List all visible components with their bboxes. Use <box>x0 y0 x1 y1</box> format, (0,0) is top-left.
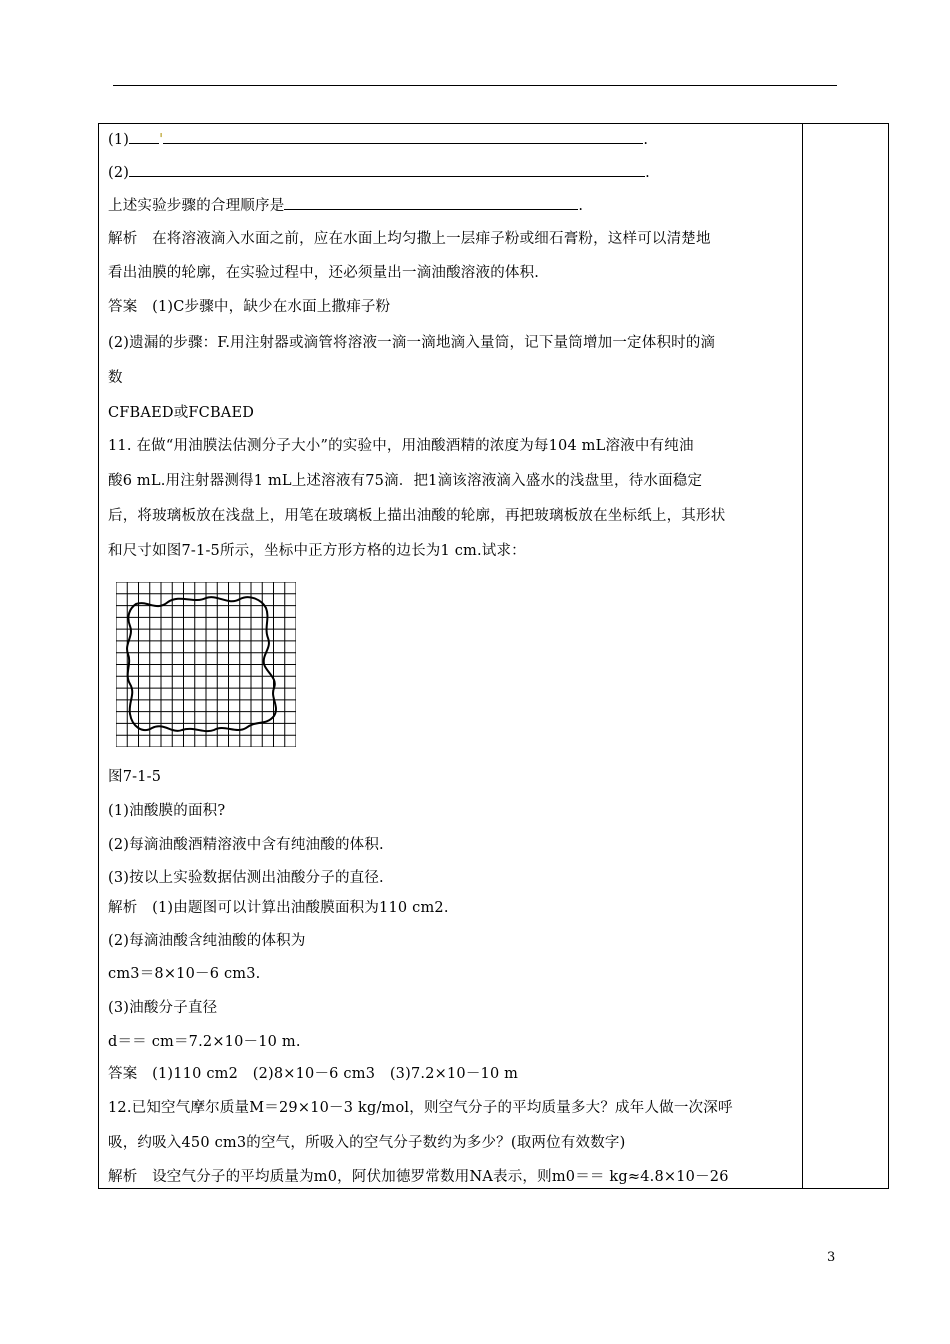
text-line: 11. 在做“用油膜法估测分子大小”的实验中，用油酸酒精的浓度为每104 mL溶液中有纯油 <box>108 438 694 454</box>
text-line: 解析 设空气分子的平均质量为m0，阿伏加德罗常数用NA表示，则m0＝＝ kg≈4.8×10－26 <box>108 1169 729 1185</box>
text-line: (2)每滴油酸酒精溶液中含有纯油酸的体积. <box>108 837 384 853</box>
page-number: 3 <box>827 1250 836 1265</box>
mark-glyph: ' <box>159 132 164 148</box>
text-line: 看出油膜的轮廓，在实验过程中，还必须量出一滴油酸溶液的体积. <box>108 265 540 281</box>
text-line: (1)油酸膜的面积? <box>108 803 226 819</box>
text-line: 数 <box>108 370 123 386</box>
blank-3 <box>284 196 578 210</box>
text-line: 吸，约吸入450 cm3的空气，所吸入的空气分子数约为多少？(取两位有效数字) <box>108 1135 626 1151</box>
text-line: (2)遗漏的步骤：F.用注射器或滴管将溶液一滴一滴地滴入量筒，记下量筒增加一定体积时的滴 <box>108 335 716 351</box>
text-line: CFBAED或FCBAED <box>108 405 255 421</box>
text-line: 解析 (1)由题图可以计算出油酸膜面积为110 cm2. <box>108 900 449 916</box>
blank-1b <box>163 130 643 144</box>
text-line: d＝＝ cm＝7.2×10－10 m. <box>108 1034 301 1050</box>
text-line: 解析 在将溶液滴入水面之前，应在水面上均匀撒上一层痱子粉或细石膏粉，这样可以清楚地 <box>108 231 711 247</box>
text-line: 酸6 mL.用注射器测得1 mL上述溶液有75滴．把1滴该溶液滴入盛水的浅盘里，待水面稳定 <box>108 473 703 489</box>
text-line: (2)每滴油酸含纯油酸的体积为 <box>108 933 306 949</box>
text-line: 后，将玻璃板放在浅盘上，用笔在玻璃板上描出油酸的轮廓，再把玻璃板放在坐标纸上，其形状 <box>108 508 726 524</box>
blank-1a <box>129 130 159 144</box>
answer-line-2: (2) . <box>108 165 650 181</box>
header-rule <box>113 85 837 86</box>
text-line: 和尺寸如图7-1-5所示，坐标中正方形方格的边长为1 cm.试求： <box>108 543 526 559</box>
oil-film-grid-figure <box>116 582 296 747</box>
blank-2 <box>129 163 645 177</box>
text-line: 答案 (1)110 cm2 (2)8×10－6 cm3 (3)7.2×10－10 m <box>108 1066 519 1082</box>
answer-line-1: (1) ' . <box>108 132 649 148</box>
order-line: 上述实验步骤的合理顺序是 . <box>108 198 584 214</box>
grid-lines <box>116 582 296 747</box>
text-line: 答案 (1)C步骤中，缺少在水面上撒痱子粉 <box>108 299 391 315</box>
table-column-divider <box>802 123 803 1189</box>
text-line: 12.已知空气摩尔质量M＝29×10－3 kg/mol，则空气分子的平均质量多大？成年人做一次深呼 <box>108 1100 733 1116</box>
text-line: (3)按以上实验数据估测出油酸分子的直径. <box>108 870 384 886</box>
figure-caption: 图7-1-5 <box>108 769 162 785</box>
text-line: cm3＝8×10－6 cm3. <box>108 966 261 982</box>
text-line: (3)油酸分子直径 <box>108 1000 218 1016</box>
